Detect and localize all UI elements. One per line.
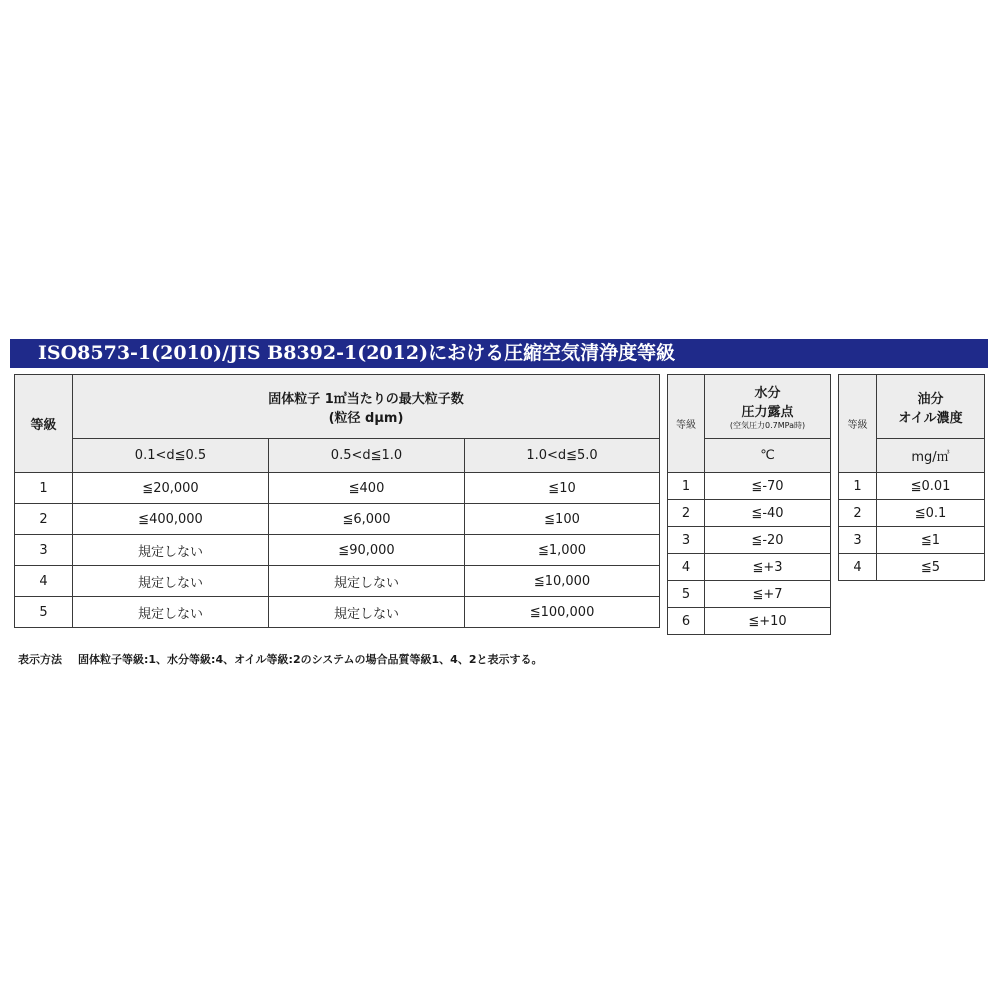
oil-header-line1: 油分 <box>917 391 944 407</box>
water-header-line2: 圧力露点 <box>741 405 794 420</box>
oil-header-line2: オイル濃度 <box>898 410 963 426</box>
value-cell: ≦10,000 <box>465 566 660 597</box>
value-cell: ≦100 <box>465 504 660 535</box>
grade-cell: 3 <box>668 527 705 554</box>
grade-cell: 3 <box>15 535 73 566</box>
grade-cell: 4 <box>15 566 73 597</box>
grade-cell: 4 <box>668 554 705 581</box>
column-header: 1.0<d≦5.0 <box>465 439 660 473</box>
grade-header: 等級 <box>15 375 73 473</box>
grade-cell: 1 <box>839 473 877 500</box>
note-text: 固体粒子等級:1、水分等級:4、オイル等級:2のシステムの場合品質等級1、4、2と表示する。 <box>78 653 543 666</box>
water-dewpoint-table <box>667 374 831 635</box>
solid-main-header <box>73 375 660 439</box>
grade-cell: 5 <box>668 581 705 608</box>
grade-cell: 5 <box>15 597 73 628</box>
grade-cell: 4 <box>839 554 877 581</box>
value-cell: ≦-70 <box>705 473 831 500</box>
table-row <box>668 608 831 635</box>
table-row <box>668 554 831 581</box>
table-row <box>15 504 660 535</box>
value-cell: ≦-20 <box>705 527 831 554</box>
table-row <box>668 473 831 500</box>
page-title: ISO8573-1(2010)/JIS B8392-1(2012)における圧縮空気清浄度等級 <box>10 339 988 368</box>
unit-header: ℃ <box>705 439 831 473</box>
oil-concentration-table <box>838 374 985 581</box>
table-row <box>15 473 660 504</box>
value-cell: ≦+3 <box>705 554 831 581</box>
water-header-line1: 水分 <box>754 386 781 401</box>
table-row <box>668 527 831 554</box>
grade-cell: 6 <box>668 608 705 635</box>
grade-header: 等級 <box>668 375 705 473</box>
value-cell: ≦+10 <box>705 608 831 635</box>
table-row <box>15 566 660 597</box>
value-cell: ≦20,000 <box>73 473 269 504</box>
solid-header-line1: 固体粒子 1㎥当たりの最大粒子数 <box>268 391 464 407</box>
value-cell: ≦0.1 <box>877 500 985 527</box>
unit-header: mg/㎥ <box>877 439 985 473</box>
value-cell: 規定しない <box>73 597 269 628</box>
column-header: 0.5<d≦1.0 <box>269 439 465 473</box>
oil-header <box>877 375 985 439</box>
solid-particle-table <box>14 374 660 628</box>
grade-cell: 2 <box>668 500 705 527</box>
value-cell: 規定しない <box>269 597 465 628</box>
grade-cell: 2 <box>839 500 877 527</box>
value-cell: 規定しない <box>73 535 269 566</box>
value-cell: 規定しない <box>73 566 269 597</box>
value-cell: ≦5 <box>877 554 985 581</box>
value-cell: ≦10 <box>465 473 660 504</box>
grade-cell: 3 <box>839 527 877 554</box>
water-header <box>705 375 831 439</box>
value-cell: ≦6,000 <box>269 504 465 535</box>
table-row <box>839 554 985 581</box>
value-cell: ≦1 <box>877 527 985 554</box>
table-row <box>839 527 985 554</box>
value-cell: ≦90,000 <box>269 535 465 566</box>
grade-cell: 2 <box>15 504 73 535</box>
note-label: 表示方法 <box>18 653 62 666</box>
value-cell: ≦0.01 <box>877 473 985 500</box>
table-row <box>839 473 985 500</box>
table-row <box>668 581 831 608</box>
value-cell: ≦400 <box>269 473 465 504</box>
value-cell: 規定しない <box>269 566 465 597</box>
table-row <box>15 535 660 566</box>
value-cell: ≦+7 <box>705 581 831 608</box>
value-cell: ≦100,000 <box>465 597 660 628</box>
column-header: 0.1<d≦0.5 <box>73 439 269 473</box>
display-method-note <box>18 651 558 667</box>
table-row <box>15 597 660 628</box>
table-row <box>668 500 831 527</box>
grade-header: 等級 <box>839 375 877 473</box>
water-header-note: (空気圧力0.7MPa時) <box>729 421 806 430</box>
table-row <box>839 500 985 527</box>
value-cell: ≦1,000 <box>465 535 660 566</box>
value-cell: ≦-40 <box>705 500 831 527</box>
solid-header-line2: (粒径 dμm) <box>328 410 404 426</box>
value-cell: ≦400,000 <box>73 504 269 535</box>
grade-cell: 1 <box>668 473 705 500</box>
grade-cell: 1 <box>15 473 73 504</box>
